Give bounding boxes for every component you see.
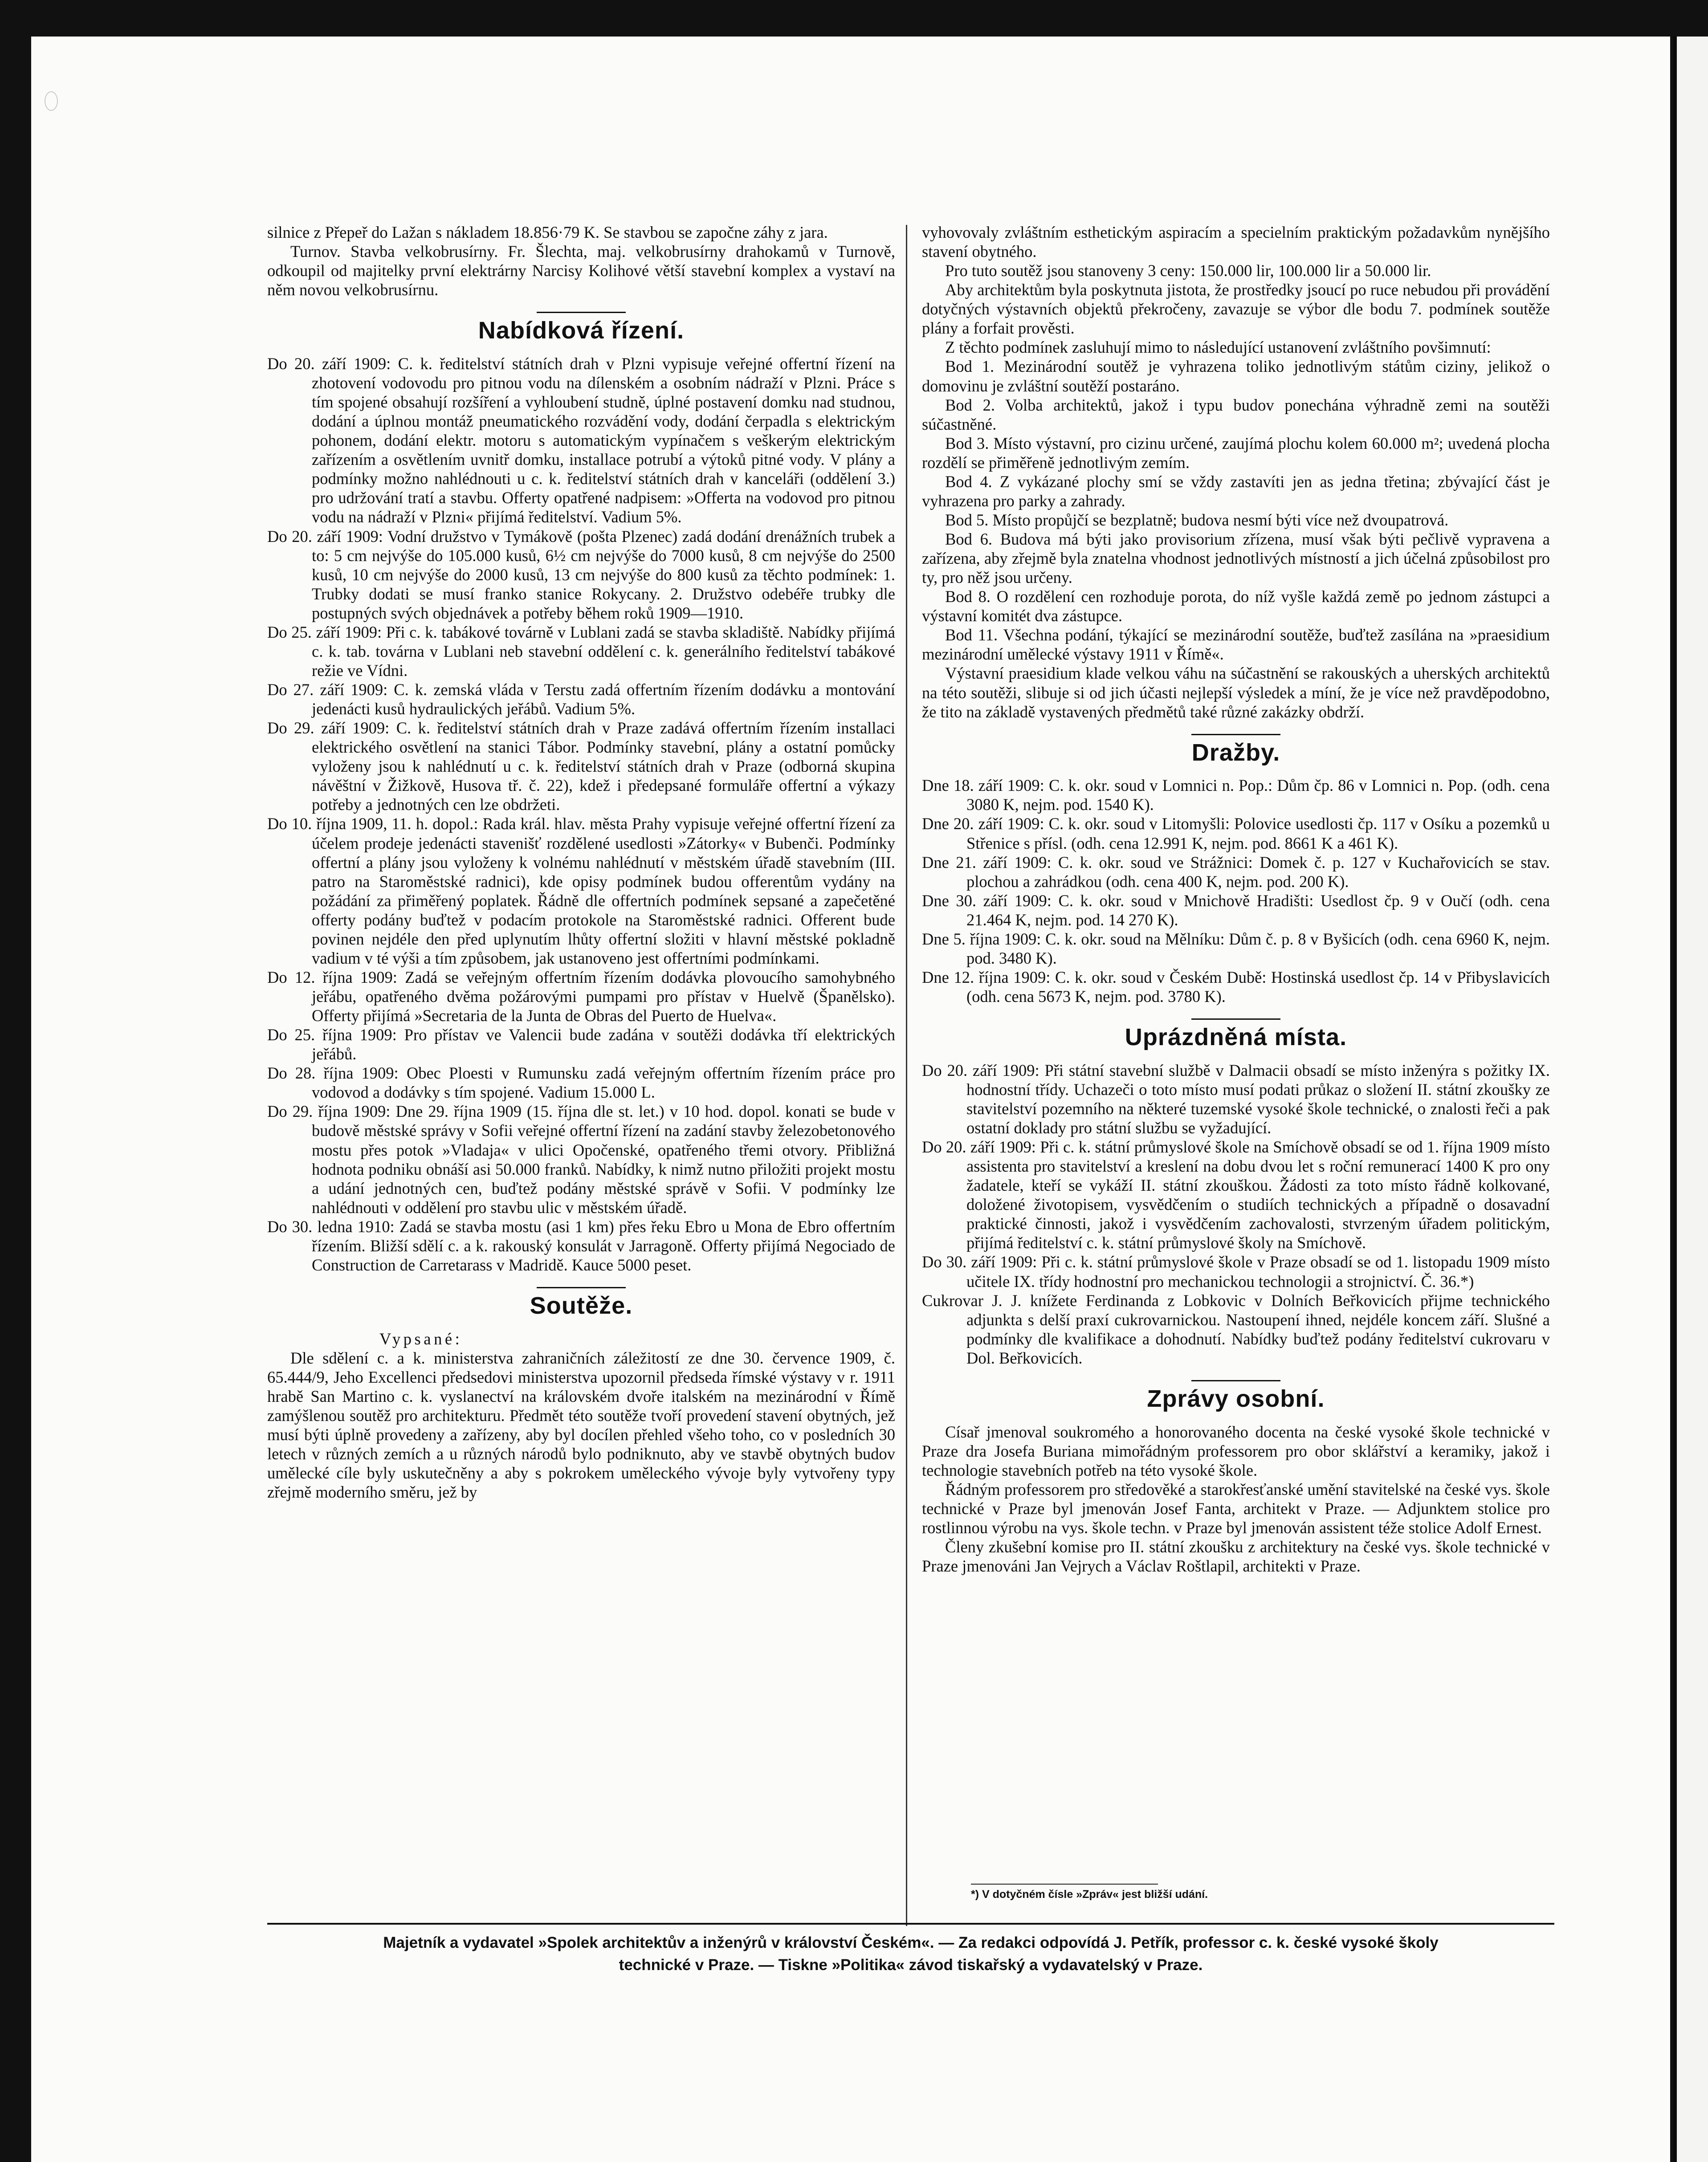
competition-paragraph: Z těchto podmínek zasluhují mimo to následující ustanovení zvláštního povšimnutí: xyxy=(945,338,1491,357)
vacancy-entry: Cukrovar J. J. knížete Ferdinanda z Lobkovic v Dolních Beřkovicích přijme technického adjunkta s delší praxí cukrovarnickou. Nastoupení ihned, nejdéle koncem září. Slušné a podmínky dle kvalifikace a dohodnutí. Nabídky buďtež podány ředitelství cukrovaru v Dol. Beřkovicích. xyxy=(922,1291,1550,1367)
footer-line: technické v Praze. — Tiskne »Politika« závod tiskařský a vydavatelský v Praze. xyxy=(619,1956,1203,1974)
section-rule xyxy=(1191,734,1280,735)
scan-hole-mark xyxy=(45,91,58,111)
competition-paragraph: vyhovovaly zvláštním esthetickým aspiracím a specielním praktickým požadavkům nynějšího stavení obytného. xyxy=(922,223,1550,261)
tender-entry: Do 30. ledna 1910: Zadá se stavba mostu (asi 1 km) přes řeku Ebro u Mona de Ebro offertním řízením. Bližší sdělí c. a k. rakouský konsulát v Jarragoně. Offerty přijímá Negociado de Construction de Carretarass v Madridě. Kauce 5000 peset. xyxy=(267,1217,895,1274)
tender-entry: Do 28. října 1909: Obec Ploesti v Rumunsku zadá veřejným offertním řízením práce pro vodovod a dodávky s tím spojené. Vadium 15.000 L. xyxy=(267,1064,895,1102)
auction-entry: Dne 20. září 1909: C. k. okr. soud v Litomyšli: Polovice usedlosti čp. 117 v Osíku a pozemků u Střenice s přísl. (odh. cena 12.991 K, nejm. pod. 8661 K a 461 K). xyxy=(922,814,1550,852)
column-divider xyxy=(906,225,907,1926)
next-page-edge xyxy=(1677,37,1708,2162)
section-rule xyxy=(537,312,626,313)
personal-news-paragraph: Řádným professorem pro středověké a starokřesťanské umění stavitelské na české vys. škole technické v Praze byl jmenován Josef Fanta, architekt v Praze. — Adjunktem stolice pro rostlinnou výrobu na vys. škole techn. v Praze byl jmenován assistent téže stolice Adolf Ernest. xyxy=(922,1480,1550,1537)
footer-rule xyxy=(267,1923,1554,1925)
footnote-rule xyxy=(971,1884,1158,1885)
intro-paragraph: silnice z Přepeř do Lažan s nákladem 18.856·79 K. Se stavbou se započne záhy z jara. xyxy=(267,223,828,241)
personal-news-paragraph: Členy zkušební komise pro II. státní zkoušku z architektury na české vys. škole technické v Praze jmenováni Jan Vejrych a Václav Roštlapil, architekti v Praze. xyxy=(922,1537,1550,1575)
section-heading-nabidkova: Nabídková řízení. xyxy=(478,317,685,344)
tender-entry: Do 20. září 1909: Vodní družstvo v Tymákově (pošta Plzenec) zadá dodání drenážních trubek a to: 5 cm nejvýše do 105.000 kusů, 6½ cm nejvýše do 7000 kusů, 8 cm nejvýše do 2500 kusů, 10 cm nejvýše do 2000 kusů, 13 cm nejvýše do 800 kusů za těchto podmínek: 1. Trubky dodati se musí franko stanice Rokycany. 2. Družstvo odebéře trubky dle postupných svých objednávek a potřeby během roků 1909—1910. xyxy=(267,527,895,622)
tender-entry: Do 27. září 1909: C. k. zemská vláda v Terstu zadá offertním řízením dodávku a montování jedenácti kusů hydraulických jeřábů. Vadium 5%. xyxy=(267,680,895,718)
vacancy-entry: Do 30. září 1909: Při c. k. státní průmyslové škole v Praze obsadí se od 1. listopadu 1909 místo učitele IX. třídy hodnostní pro mechanickou technologii a strojnictví. Č. 36.*) xyxy=(922,1253,1550,1291)
subheading-vypsane: Vypsané: xyxy=(379,1329,463,1348)
competition-paragraph: Dle sdělení c. a k. ministerstva zahraničních záležitostí ze dne 30. července 1909, č. 65.444/9, Jeho Excellenci předsedovi ministerstva upozornil předseda římské výstavy v r. 1911 hrabě San Martino c. k. vyslanectví na královském dvoře italském na mezinárodní v Římě zamýšlenou soutěž pro architekturu. Předmět této soutěže tvoří provedení stavení obytných, jež musí býti úplně provedeny a zařízeny, aby byl docílen přehled všeho toho, co v posledních 30 letech v různých zemích a u různých národů bylo podniknuto, aby ve stavbě obytných budov umělecké cíle byly uskutečněny a aby s pokrokem uměleckého vývoje byly vytvořeny typy zřejmě moderního směru, jež by xyxy=(267,1348,895,1502)
section-heading-souteze: Soutěže. xyxy=(530,1292,633,1319)
competition-point: Bod 3. Místo výstavní, pro cizinu určené, zaujímá plochu kolem 60.000 m²; uvedená plocha rozdělí se přiměřeně jednotlivým zemím. xyxy=(922,434,1550,472)
section-heading-uprazdnena: Uprázdněná místa. xyxy=(1125,1024,1347,1051)
section-heading-zpravy: Zprávy osobní. xyxy=(1147,1385,1325,1412)
tender-entry: Do 12. října 1909: Zadá se veřejným offertním řízením dodávka plovoucího samohybného jeřábu, opatřeného dvěma požárovými pumpami pro přístav v Huelvě (Španělsko). Offerty přijímá »Secretaria de la Junta de Obras del Puerto de Huelva«. xyxy=(267,968,895,1025)
auction-entry: Dne 5. října 1909: C. k. okr. soud na Mělníku: Dům č. p. 8 v Byšicích (odh. cena 6960 K, nejm. pod. 3480 K). xyxy=(922,929,1550,967)
tender-entry: Do 10. října 1909, 11. h. dopol.: Rada král. hlav. města Prahy vypisuje veřejné offertní řízení za účelem prodeje jedenácti stavenišť rozdělené usedlosti »Zátorky« v Bubenči. Podmínky offertní a plány jsou vyloženy k volnému nahlédnutí v městském úřadě stavebním (III. patro na Staroměstské radnici), kde opisy podmínek budou offerentům vydány na požádání za přiměřený poplatek. Řádně dle offertních podmínek sepsané a zapečetěné offerty podány buďtež v podacím protokole na Staroměstské radnici. Offerent bude povinen nejdéle den před uplynutím lhůty offertní složiti v hlavní městské pokladně vadium v té výši a tím způsobem, jak ustanoveno jest offertními podmínkami. xyxy=(267,814,895,967)
section-rule xyxy=(537,1287,626,1288)
competition-paragraph: Aby architektům byla poskytnuta jistota, že prostředky jsoucí po ruce nebudou při provádění dotyčných výstavních objektů překročeny, zavazuje se výbor dle bodu 7. podmínek soutěže plány a forfait prověsti. xyxy=(922,281,1550,338)
left-column xyxy=(267,223,895,1502)
intro-paragraph: Turnov. Stavba velkobrusírny. Fr. Šlechta, maj. velkobrusírny drahokamů v Turnově, odkoupil od majitelky první elektrárny Narcisy Kolihové větší stavební komplex a vystaví na něm novou velkobrusírnu. xyxy=(267,242,895,299)
auction-entry: Dne 30. září 1909: C. k. okr. soud v Mnichově Hradišti: Usedlost čp. 9 v Oučí (odh. cena 21.464 K, nejm. pod. 14 270 K). xyxy=(922,891,1550,929)
competition-point: Bod 2. Volba architektů, jakož i typu budov ponechána výhradně zemi na soutěži súčastněné. xyxy=(922,395,1550,433)
competition-point: Bod 6. Budova má býti jako provisorium zřízena, musí však býti pečlivě vypravena a zařízena, aby zřejmě byla znatelna vhodnost jednotlivých místností a jich účelná způsobilost pro ty, pro něž jsou určeny. xyxy=(922,530,1550,587)
auction-entry: Dne 12. října 1909: C. k. okr. soud v Českém Dubě: Hostinská usedlost čp. 14 v Přibyslavicích (odh. cena 5673 K, nejm. pod. 3780 K). xyxy=(922,968,1550,1006)
tender-entry: Do 25. října 1909: Pro přístav ve Valencii bude zadána v soutěži dodávka tří elektrických jeřábů. xyxy=(267,1026,895,1063)
section-rule xyxy=(1191,1018,1280,1020)
competition-point: Bod 5. Místo propůjčí se bezplatně; budova nesmí býti více než dvoupatrová. xyxy=(945,510,1449,529)
competition-paragraph: Pro tuto soutěž jsou stanoveny 3 ceny: 150.000 lir, 100.000 lir a 50.000 lir. xyxy=(945,261,1431,280)
auction-entry: Dne 18. září 1909: C. k. okr. soud v Lomnici n. Pop.: Dům čp. 86 v Lomnici n. Pop. (odh. cena 3080 K, nejm. pod. 1540 K). xyxy=(922,776,1550,814)
right-column xyxy=(922,223,1550,1576)
competition-point: Bod 1. Mezinárodní soutěž je vyhrazena toliko jednotlivým státům ciziny, jelikož o domovinu je zvláštní soutěží postaráno. xyxy=(922,357,1550,395)
competition-point: Bod 8. O rozdělení cen rozhoduje porota, do níž vyšle každá země po jednom zástupci a výstavní komitét dva zástupce. xyxy=(922,587,1550,625)
competition-point: Bod 11. Všechna podání, týkající se mezinárodní soutěže, buďtež zasílána na »praesidium mezinárodní umělecké výstavy 1911 v Římě«. xyxy=(922,626,1550,664)
vacancy-entry: Do 20. září 1909: Při státní stavební službě v Dalmacii obsadí se místo inženýra s požitky IX. hodnostní třídy. Uchazeči o toto místo musí podati průkaz o složení II. státní zkoušky ze stavitelství pozemního na některé tuzemské vysoké škole technické, o znalosti řeči a pak ostatní doklady pro státní službu se vyžadující. xyxy=(922,1061,1550,1137)
tender-entry: Do 29. října 1909: Dne 29. října 1909 (15. října dle st. let.) v 10 hod. dopol. konati se bude v budově městské správy v Sofii veřejné offertní řízení na zadání stavby železobetonového mostu přes potok »Vladaja« v ulici Opočenské, opatřeného třemi otvory. Přibližná hodnota podniku obnáší asi 50.000 franků. Nabídky, k nimž nutno přiložiti projekt mostu a udání jednotných cen, buďtež podány městské správě v Sofii. V podmínky lze nahlédnouti v oddělení pro stavbu ulic v městském úřadě. xyxy=(267,1102,895,1217)
competition-point: Bod 4. Z vykázané plochy smí se vždy zastavíti jen as jedna třetina; zbývající část je vyhrazena pro parky a zahrady. xyxy=(922,472,1550,510)
section-rule xyxy=(1191,1380,1280,1381)
tender-entry: Do 25. září 1909: Při c. k. tabákové továrně v Lublani zadá se stavba skladiště. Nabídky přijímá c. k. tab. továrna v Lublani neb stavební oddělení c. k. generálního ředitelství tabákové režie ve Vídni. xyxy=(267,623,895,680)
tender-entry: Do 20. září 1909: C. k. ředitelství státních drah v Plzni vypisuje veřejné offertní řízení na zhotovení vodovodu pro pitnou vodu na dílenském a osobním nádraží v Plzni. Práce s tím spojené obsahují rozšíření a vyhloubení studně, úplné postavení domku nad studnou, dodání a úplnou montáž pneumatického rozvádění vody, dodání čerpadla s elektrickým pohonem, dodání elektr. motoru s automatickým vypínačem s veškerým elektrickým zařízením a osvětlením uvnitř domku, installace potrubí a výtoků pitné vody. V plány a podmínky možno nahlédnouti u c. k. ředitelství státních drah v kanceláři (oddělení 3.) pro udržování tratí a stavbu. Offerty opatřené nadpisem: »Offerta na vodovod pro pitnou vodu na nádraží v Plzni« přijímá ředitelství. Vadium 5%. xyxy=(267,354,895,526)
footnote: *) V dotyčném čísle »Zpráv« jest bližší udání. xyxy=(971,1888,1208,1901)
personal-news-paragraph: Císař jmenoval soukromého a honorovaného docenta na české vysoké škole technické v Praze dra Josefa Buriana mimořádným professorem pro obor sklářství a keramiky, jakož i technologie stavebních potřeb na této vysoké škole. xyxy=(922,1422,1550,1479)
section-heading-drazby: Dražby. xyxy=(1191,739,1280,766)
footer-line: Majetník a vydavatel »Spolek architektův a inženýrů v království Českém«. — Za redakci odpovídá J. Petřík, professor c. k. české vysoké školy xyxy=(383,1934,1439,1951)
publisher-footer xyxy=(267,1932,1554,1976)
vacancy-entry: Do 20. září 1909: Při c. k. státní průmyslové škole na Smíchově obsadí se od 1. října 1909 místo assistenta pro stavitelství a kreslení na dobu dvou let s roční remunerací 1400 K pro ony žadatele, kteří se vykáží II. státní zkouškou. Žádosti za toto místo řádně kolkované, doložené životopisem, vysvědčením o studiích technických a případně o dosavadní praktické činnosti, jakož i vysvědčením zachovalosti, stvrzeným úřadem politickým, přijímá ředitelství c. k. státní průmyslové školy na Smíchově. xyxy=(922,1138,1550,1252)
competition-paragraph: Výstavní praesidium klade velkou váhu na súčastnění se rakouských a uherských architektů na této soutěži, slibuje si od jich účasti nejlepší výsledek a míní, že je více než pravděpodobno, že tito na základě vystavených předmětů také různé zakázky obdrží. xyxy=(922,664,1550,721)
tender-entry: Do 29. září 1909: C. k. ředitelství státních drah v Praze zadává offertním řízením installaci elektrického osvětlení na stanici Tábor. Podmínky stavební, plány a ostatní pomůcky vyloženy jsou k nahlédnutí u c. k. ředitelství státních drah v Praze (odborná skupina návěštní v Žižkově, Husova tř. č. 22), kdež i předepsané formuláře offertní a výkazy potřeby a jednotných cen lze obdržeti. xyxy=(267,719,895,814)
auction-entry: Dne 21. září 1909: C. k. okr. soud ve Strážnici: Domek č. p. 127 v Kuchařovicích se stav. plochou a zahrádkou (odh. cena 400 K, nejm. pod. 200 K). xyxy=(922,853,1550,891)
